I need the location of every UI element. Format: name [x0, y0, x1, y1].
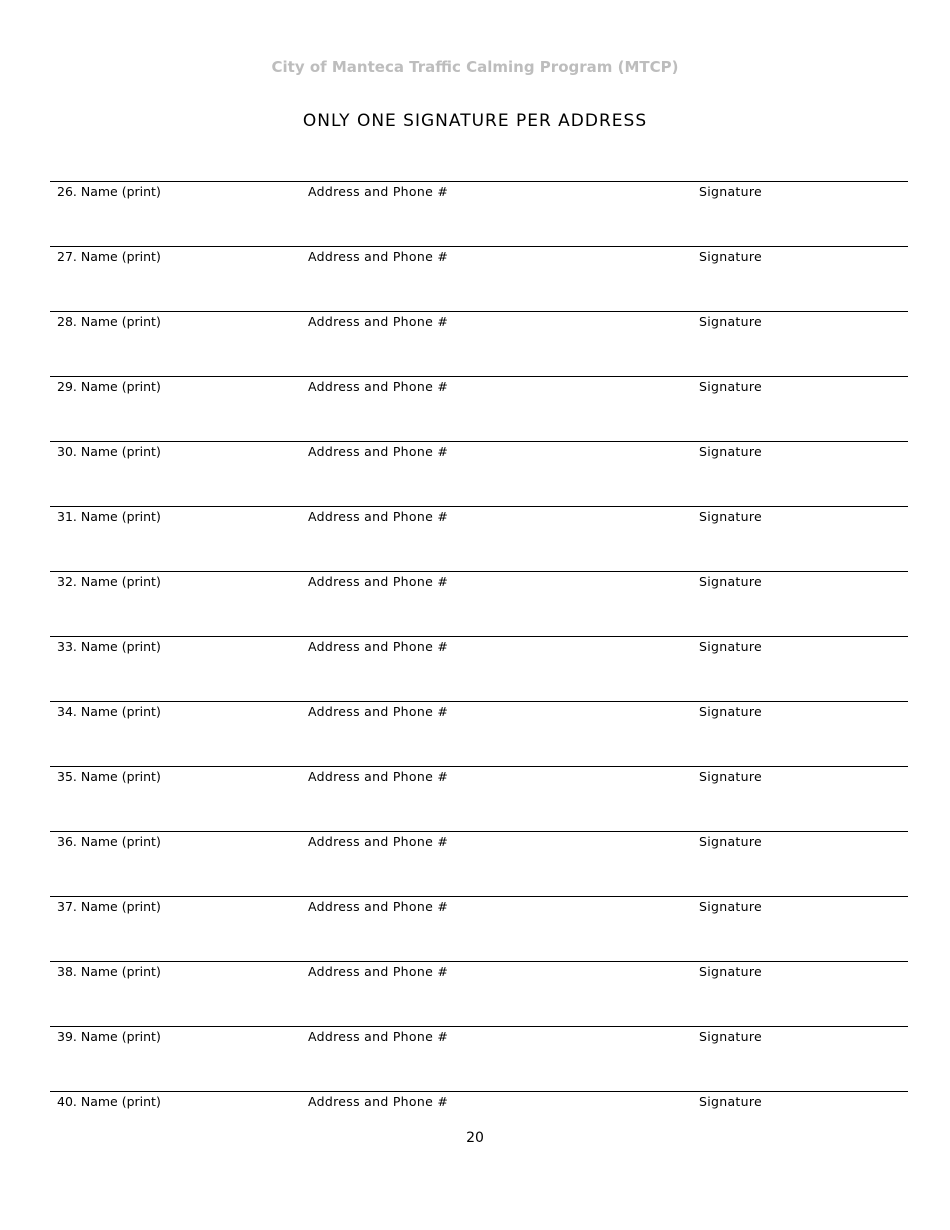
- signature-row: [50, 246, 908, 311]
- signature-row: [50, 1091, 908, 1156]
- signature-row: [50, 376, 908, 441]
- address-field-label: Address and Phone #: [308, 704, 449, 719]
- signature-field-label: Signature: [699, 314, 763, 329]
- name-field-label: 37. Name (print): [57, 899, 161, 914]
- signature-row: [50, 311, 908, 376]
- signature-field-label: Signature: [699, 1094, 763, 1109]
- address-field-label: Address and Phone #: [308, 444, 449, 459]
- name-field-label: 39. Name (print): [57, 1029, 161, 1044]
- signature-row: [50, 636, 908, 701]
- signature-row: [50, 831, 908, 896]
- document-header: City of Manteca Traffic Calming Program (MTCP): [271, 58, 679, 76]
- signature-row: [50, 701, 908, 766]
- address-field-label: Address and Phone #: [308, 574, 449, 589]
- name-field-label: 27. Name (print): [57, 249, 161, 264]
- page-number: 20: [466, 1130, 484, 1146]
- address-field-label: Address and Phone #: [308, 899, 449, 914]
- page-title: ONLY ONE SIGNATURE PER ADDRESS: [302, 111, 648, 131]
- address-field-label: Address and Phone #: [308, 1094, 449, 1109]
- address-field-label: Address and Phone #: [308, 834, 449, 849]
- address-field-label: Address and Phone #: [308, 769, 449, 784]
- signature-row: [50, 181, 908, 246]
- name-field-label: 33. Name (print): [57, 639, 161, 654]
- name-field-label: 36. Name (print): [57, 834, 161, 849]
- name-field-label: 32. Name (print): [57, 574, 161, 589]
- signature-field-label: Signature: [699, 834, 763, 849]
- signature-field-label: Signature: [699, 509, 763, 524]
- signature-field-label: Signature: [699, 899, 763, 914]
- name-field-label: 28. Name (print): [57, 314, 161, 329]
- address-field-label: Address and Phone #: [308, 314, 449, 329]
- signature-table: [50, 181, 908, 1156]
- signature-row: [50, 766, 908, 831]
- address-field-label: Address and Phone #: [308, 379, 449, 394]
- signature-field-label: Signature: [699, 574, 763, 589]
- signature-field-label: Signature: [699, 1029, 763, 1044]
- signature-field-label: Signature: [699, 444, 763, 459]
- signature-row: [50, 896, 908, 961]
- address-field-label: Address and Phone #: [308, 249, 449, 264]
- name-field-label: 34. Name (print): [57, 704, 161, 719]
- name-field-label: 29. Name (print): [57, 379, 161, 394]
- signature-field-label: Signature: [699, 249, 763, 264]
- signature-field-label: Signature: [699, 639, 763, 654]
- signature-field-label: Signature: [699, 379, 763, 394]
- name-field-label: 26. Name (print): [57, 184, 161, 199]
- signature-row: [50, 1026, 908, 1091]
- name-field-label: 38. Name (print): [57, 964, 161, 979]
- signature-field-label: Signature: [699, 769, 763, 784]
- signature-row: [50, 961, 908, 1026]
- signature-row: [50, 441, 908, 506]
- address-field-label: Address and Phone #: [308, 509, 449, 524]
- address-field-label: Address and Phone #: [308, 964, 449, 979]
- signature-field-label: Signature: [699, 964, 763, 979]
- address-field-label: Address and Phone #: [308, 639, 449, 654]
- name-field-label: 40. Name (print): [57, 1094, 161, 1109]
- name-field-label: 31. Name (print): [57, 509, 161, 524]
- address-field-label: Address and Phone #: [308, 184, 449, 199]
- address-field-label: Address and Phone #: [308, 1029, 449, 1044]
- name-field-label: 35. Name (print): [57, 769, 161, 784]
- signature-row: [50, 506, 908, 571]
- signature-field-label: Signature: [699, 704, 763, 719]
- signature-field-label: Signature: [699, 184, 763, 199]
- signature-row: [50, 571, 908, 636]
- name-field-label: 30. Name (print): [57, 444, 161, 459]
